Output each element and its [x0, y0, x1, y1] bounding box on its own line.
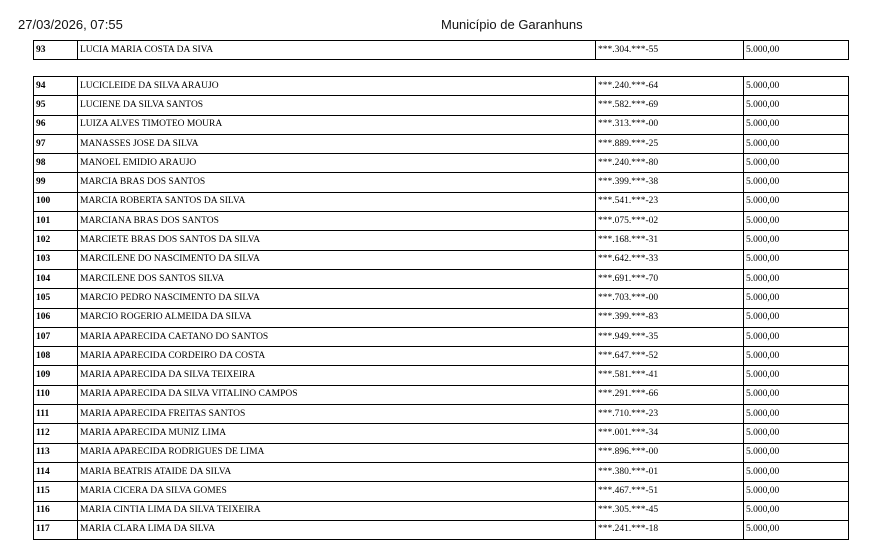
cpf: ***.399.***-83: [596, 308, 744, 327]
amount: 5.000,00: [744, 327, 849, 346]
amount: 5.000,00: [744, 347, 849, 366]
row-number: 110: [34, 385, 78, 404]
row-number: 105: [34, 289, 78, 308]
row-number: 111: [34, 405, 78, 424]
amount: 5.000,00: [744, 154, 849, 173]
row-number: 96: [34, 115, 78, 134]
table-row: [34, 462, 849, 481]
beneficiary-name: MARCILENE DOS SANTOS SILVA: [78, 269, 596, 288]
beneficiary-name: MARIA BEATRIS ATAIDE DA SILVA: [78, 462, 596, 481]
print-datetime: 27/03/2026, 07:55: [18, 17, 123, 32]
row-number: 109: [34, 366, 78, 385]
row-number: 113: [34, 443, 78, 462]
table-row: [34, 289, 849, 308]
beneficiary-name: MARIA CICERA DA SILVA GOMES: [78, 482, 596, 501]
beneficiary-name: LUCIA MARIA COSTA DA SIVA: [78, 41, 596, 60]
beneficiary-table: [33, 76, 849, 540]
table-row: [34, 250, 849, 269]
table-row: [34, 482, 849, 501]
table-row: [34, 77, 849, 96]
beneficiary-table-top: [33, 40, 849, 60]
row-number: 116: [34, 501, 78, 520]
row-number: 98: [34, 154, 78, 173]
amount: 5.000,00: [744, 192, 849, 211]
cpf: ***.710.***-23: [596, 405, 744, 424]
cpf: ***.305.***-45: [596, 501, 744, 520]
beneficiary-name: MARCILENE DO NASCIMENTO DA SILVA: [78, 250, 596, 269]
beneficiary-name: MARIA CINTIA LIMA DA SILVA TEIXEIRA: [78, 501, 596, 520]
row-number: 94: [34, 77, 78, 96]
beneficiary-name: MARCIANA BRAS DOS SANTOS: [78, 212, 596, 231]
amount: 5.000,00: [744, 501, 849, 520]
row-number: 117: [34, 520, 78, 539]
row-number: 95: [34, 96, 78, 115]
table-row: [34, 501, 849, 520]
beneficiary-name: MANOEL EMIDIO ARAUJO: [78, 154, 596, 173]
table-row: [34, 443, 849, 462]
row-number: 115: [34, 482, 78, 501]
beneficiary-name: MARCIETE BRAS DOS SANTOS DA SILVA: [78, 231, 596, 250]
cpf: ***.582.***-69: [596, 96, 744, 115]
amount: 5.000,00: [744, 269, 849, 288]
beneficiary-name: MARIA APARECIDA CORDEIRO DA COSTA: [78, 347, 596, 366]
cpf: ***.240.***-80: [596, 154, 744, 173]
cpf: ***.399.***-38: [596, 173, 744, 192]
row-number: 103: [34, 250, 78, 269]
beneficiary-name: LUCIENE DA SILVA SANTOS: [78, 96, 596, 115]
beneficiary-name: MARIA APARECIDA DA SILVA TEIXEIRA: [78, 366, 596, 385]
table-row: [34, 405, 849, 424]
table-row: [34, 96, 849, 115]
table-row: [34, 269, 849, 288]
amount: 5.000,00: [744, 41, 849, 60]
amount: 5.000,00: [744, 520, 849, 539]
amount: 5.000,00: [744, 308, 849, 327]
beneficiary-name: LUIZA ALVES TIMOTEO MOURA: [78, 115, 596, 134]
cpf: ***.168.***-31: [596, 231, 744, 250]
table-row: [34, 212, 849, 231]
beneficiary-name: MARIA APARECIDA RODRIGUES DE LIMA: [78, 443, 596, 462]
amount: 5.000,00: [744, 289, 849, 308]
amount: 5.000,00: [744, 96, 849, 115]
table-row: [34, 115, 849, 134]
table-row: [34, 366, 849, 385]
cpf: ***.467.***-51: [596, 482, 744, 501]
beneficiary-name: LUCICLEIDE DA SILVA ARAUJO: [78, 77, 596, 96]
beneficiary-name: MANASSES JOSE DA SILVA: [78, 134, 596, 153]
row-number: 99: [34, 173, 78, 192]
beneficiary-name: MARIA CLARA LIMA DA SILVA: [78, 520, 596, 539]
cpf: ***.889.***-25: [596, 134, 744, 153]
beneficiary-name: MARCIA BRAS DOS SANTOS: [78, 173, 596, 192]
table-row: [34, 173, 849, 192]
beneficiary-name: MARCIO ROGERIO ALMEIDA DA SILVA: [78, 308, 596, 327]
amount: 5.000,00: [744, 424, 849, 443]
cpf: ***.075.***-02: [596, 212, 744, 231]
beneficiary-name: MARIA APARECIDA DA SILVA VITALINO CAMPOS: [78, 385, 596, 404]
row-number: 114: [34, 462, 78, 481]
table-row: [34, 424, 849, 443]
row-number: 108: [34, 347, 78, 366]
beneficiary-name: MARIA APARECIDA MUNIZ LIMA: [78, 424, 596, 443]
row-number: 107: [34, 327, 78, 346]
row-number: 102: [34, 231, 78, 250]
amount: 5.000,00: [744, 231, 849, 250]
cpf: ***.304.***-55: [596, 41, 744, 60]
amount: 5.000,00: [744, 366, 849, 385]
cpf: ***.240.***-64: [596, 77, 744, 96]
table-row: [34, 385, 849, 404]
cpf: ***.691.***-70: [596, 269, 744, 288]
table-row: [34, 134, 849, 153]
beneficiary-name: MARCIO PEDRO NASCIMENTO DA SILVA: [78, 289, 596, 308]
row-number: 106: [34, 308, 78, 327]
cpf: ***.241.***-18: [596, 520, 744, 539]
cpf: ***.647.***-52: [596, 347, 744, 366]
cpf: ***.001.***-34: [596, 424, 744, 443]
row-number: 97: [34, 134, 78, 153]
table-row: [34, 327, 849, 346]
amount: 5.000,00: [744, 212, 849, 231]
amount: 5.000,00: [744, 462, 849, 481]
cpf: ***.291.***-66: [596, 385, 744, 404]
cpf: ***.642.***-33: [596, 250, 744, 269]
table-row: [34, 308, 849, 327]
cpf: ***.581.***-41: [596, 366, 744, 385]
amount: 5.000,00: [744, 443, 849, 462]
beneficiary-name: MARIA APARECIDA CAETANO DO SANTOS: [78, 327, 596, 346]
row-number: 101: [34, 212, 78, 231]
amount: 5.000,00: [744, 482, 849, 501]
row-number: 100: [34, 192, 78, 211]
cpf: ***.703.***-00: [596, 289, 744, 308]
cpf: ***.949.***-35: [596, 327, 744, 346]
table-row: [34, 347, 849, 366]
table-row: [34, 41, 849, 60]
table-row: [34, 231, 849, 250]
table-row: [34, 154, 849, 173]
row-number: 104: [34, 269, 78, 288]
table-row: [34, 192, 849, 211]
beneficiary-name: MARIA APARECIDA FREITAS SANTOS: [78, 405, 596, 424]
row-number: 93: [34, 41, 78, 60]
table-row: [34, 520, 849, 539]
cpf: ***.896.***-00: [596, 443, 744, 462]
amount: 5.000,00: [744, 385, 849, 404]
amount: 5.000,00: [744, 77, 849, 96]
amount: 5.000,00: [744, 134, 849, 153]
cpf: ***.541.***-23: [596, 192, 744, 211]
cpf: ***.313.***-00: [596, 115, 744, 134]
amount: 5.000,00: [744, 173, 849, 192]
row-number: 112: [34, 424, 78, 443]
amount: 5.000,00: [744, 405, 849, 424]
cpf: ***.380.***-01: [596, 462, 744, 481]
amount: 5.000,00: [744, 250, 849, 269]
beneficiary-name: MARCIA ROBERTA SANTOS DA SILVA: [78, 192, 596, 211]
page-title: Município de Garanhuns: [441, 17, 583, 32]
amount: 5.000,00: [744, 115, 849, 134]
